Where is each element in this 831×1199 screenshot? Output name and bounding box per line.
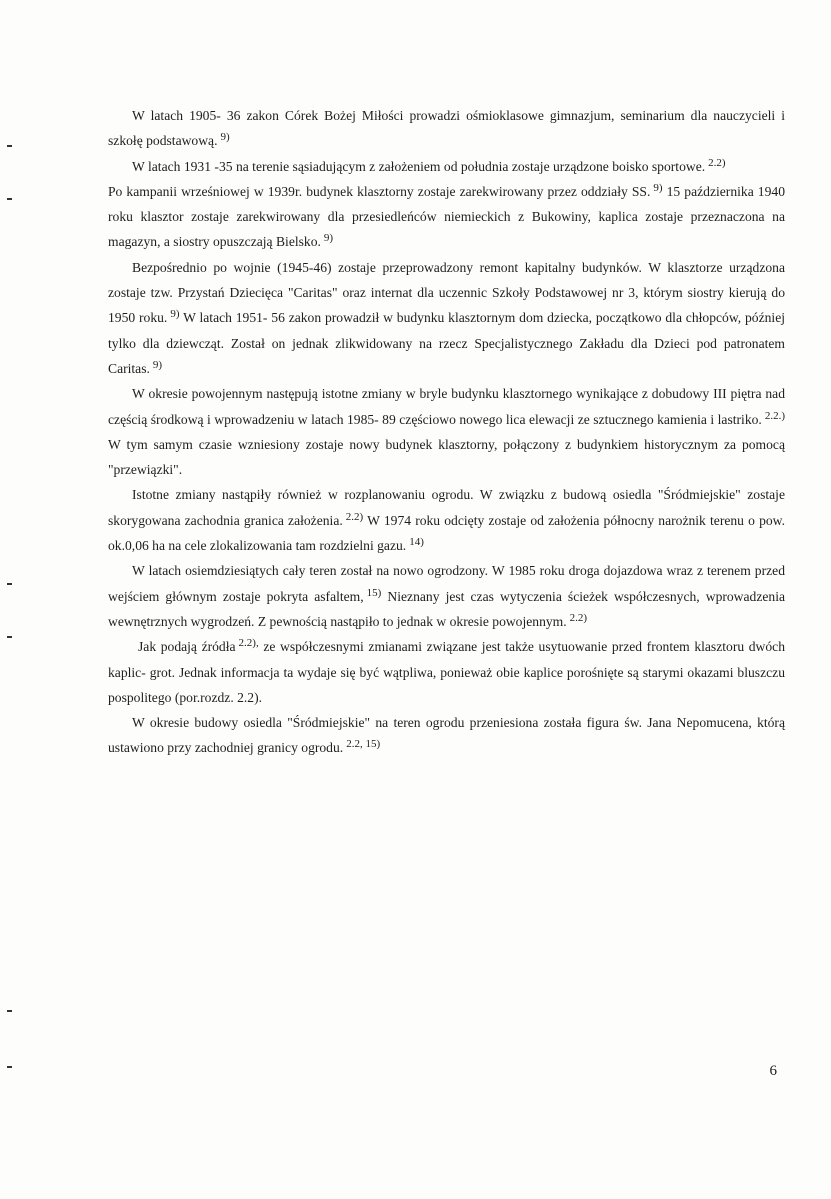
footnote-ref: 9) bbox=[152, 358, 163, 371]
footnote-ref: 15) bbox=[366, 586, 382, 599]
footnote-ref: 2.2) bbox=[345, 510, 364, 523]
footnote-ref: 14) bbox=[409, 536, 424, 549]
footnote-ref: 2.2.) bbox=[764, 409, 785, 422]
footnote-ref: 2.2), bbox=[238, 637, 259, 650]
margin-mark bbox=[7, 1010, 12, 1012]
margin-mark bbox=[7, 583, 12, 585]
paragraph-8: Jak podają źródła $^{2.2),}$ ze współczesnymi zmianami związane jest także usytuowanie przed frontem klasztoru dwóch kaplic- grot. Jednak informacja ta wydaje się być wątpliwa, ponieważ obie kaplice porośnięte są starymi okazami bluszczu pospolitego (por.rozdz. 2.2). bbox=[108, 637, 785, 705]
paragraph-2: W latach 1931 -35 na terenie sąsiadującym z założeniem od południa zostaje urządzone boisko sportowe. $^{2.2)}$ bbox=[132, 156, 726, 174]
footnote-ref: 2.2, 15) bbox=[346, 738, 381, 751]
page-number: 6 bbox=[769, 1063, 777, 1079]
margin-mark bbox=[7, 145, 12, 147]
paragraph-1: W latach 1905- 36 zakon Córek Bożej Miłości prowadzi ośmioklasowe gimnazjum, seminarium dla nauczycieli i szkołę podstawową. $^{9)}$ bbox=[108, 108, 785, 149]
paragraph-4: Bezpośrednio po wojnie (1945-46) zostaje przeprowadzony remont kapitalny budynków. W klasztorze urządzona zostaje tzw. Przystań Dziecięca "Caritas" oraz internat dla uczennic Szkoły Podstawowej nr 3, którym siostry kierują do 1950 roku. $^{9)}$ W latach 1951- 56 zakon prowadził w budynku klasztornym dom dziecka, początkowo dla chłopców, później tylko dla dziewcząt. Został on jednak zlikwidowany na rzecz Specjalistycznego Zakładu dla Dzieci pod patronatem Caritas. $^{9)}$ bbox=[108, 259, 786, 376]
footnote-ref: 2.2) bbox=[569, 611, 588, 624]
footnote-ref: 9) bbox=[170, 308, 180, 321]
margin-mark bbox=[7, 198, 12, 200]
footnote-ref: 9) bbox=[653, 181, 663, 194]
paragraph-6: Istotne zmiany nastąpiły również w rozplanowaniu ogrodu. W związku z budową osiedla "Śródmiejskie" zostaje skorygowana zachodnia granica założenia. $^{2.2)}$ W 1974 roku odcięty zostaje od założenia północny narożnik terenu o pow. ok.0,06 ha na cele zlokalizowania tam rozdzielni gazu. $^{14)}$ bbox=[108, 487, 785, 554]
margin-mark bbox=[7, 636, 12, 638]
paragraph-9: W okresie budowy osiedla "Śródmiejskie" na teren ogrodu przeniesiona została figura św. Jana Nepomucena, którą ustawiono przy zachodniej granicy ogrodu. $^{2.2, 15)}$ bbox=[108, 715, 785, 756]
footnote-ref: 2.2) bbox=[708, 156, 726, 169]
footnote-ref: 9) bbox=[220, 131, 230, 144]
footnote-ref: 9) bbox=[323, 232, 334, 245]
margin-mark bbox=[7, 1066, 12, 1068]
paragraph-3: Po kampanii wrześniowej w 1939r. budynek klasztorny zostaje zarekwirowany przez oddziały SS. $^{9)}$ 15 października 1940 roku klasztor zostaje zarekwirowany dla przesiedleńców niemieckich z Bukowiny, kaplica zostaje przeznaczona na magazyn, a siostry opuszczają Bielsko. $^{9)}$ bbox=[108, 181, 785, 250]
paragraph-5: W okresie powojennym następują istotne zmiany w bryle budynku klasztornego wynikające z dobudowy III piętra nad częścią środkową i wprowadzeniu w latach 1985- 89 częściowo nowego lica elewacji ze sztucznego kamienia i lastriko. $^{2.2.)}$ W tym samym czasie wzniesiony zostaje nowy budynek klasztorny, połączony z budynkiem historycznym za pomocą "przewiązki". bbox=[108, 386, 785, 478]
paragraph-7: W latach osiemdziesiątych cały teren został na nowo ogrodzony. W 1985 roku droga dojazdowa wraz z terenem przed wejściem głównym zostaje pokryta asfaltem, $^{15)}$ Nieznany jest czas wytyczenia ścieżek współczesnych, wprowadzenia wewnętrznych wygrodzeń. Z pewnością nastąpiło to jednak w okresie powojennym. $^{2.2)}$ bbox=[108, 563, 786, 629]
document-body bbox=[108, 103, 785, 761]
